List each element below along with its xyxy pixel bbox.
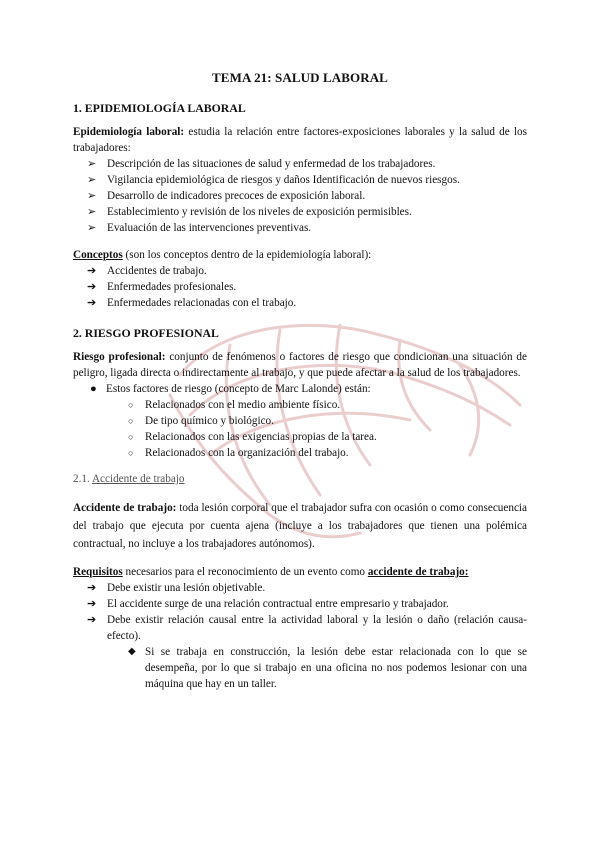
list-item: ➢ Desarrollo de indicadores precoces de exposición laboral. <box>87 190 366 202</box>
accidente-definition <box>73 499 527 553</box>
arrowhead-bullet-icon: ➢ <box>87 190 97 202</box>
list-item: ➢ Establecimiento y revisión de los niveles de exposición permisibles. <box>87 206 412 218</box>
section-2-1-title: Accidente de trabajo <box>91 473 185 485</box>
arrow-bullet-icon: ➔ <box>87 281 97 293</box>
document-content <box>73 70 527 692</box>
circle-bullet-icon: ○ <box>128 416 134 426</box>
arrow-bullet-icon: ➔ <box>87 582 97 594</box>
requisitos-paragraph <box>73 564 527 580</box>
list-item: ➢ Descripción de las situaciones de salud y enfermedad de los trabajadores. <box>87 158 436 170</box>
epidemiologia-term: Epidemiología laboral: <box>73 126 185 138</box>
riesgo-text: conjunto de fenómenos o factores de riesgo que condicionan una situación de peligro, ligada directa o indirectamente al trabajo, y que puede afectar a la salud de los trabajadores. <box>73 351 527 379</box>
example-list <box>73 644 527 692</box>
riesgo-definition <box>73 349 527 381</box>
arrowhead-bullet-icon: ➢ <box>87 158 97 170</box>
arrowhead-bullet-icon: ➢ <box>87 174 97 186</box>
list-item: ➔ Debe existir relación causal entre la actividad laboral y la lesión o daño (relación causa-efecto). <box>87 614 527 642</box>
diamond-bullet-icon: ◆ <box>128 646 136 657</box>
epidemiologia-text: estudia la relación entre factores-exposiciones laborales y la salud de los trabajadores: <box>73 126 527 154</box>
circle-bullet-icon: ○ <box>128 448 134 458</box>
requisitos-list <box>73 580 527 644</box>
list-item: ● Estos factores de riesgo (concepto de Marc Lalonde) están: <box>90 383 371 395</box>
requisitos-text: necesarios para el reconocimiento de un evento como <box>122 566 368 578</box>
conceptos-text: (son los conceptos dentro de la epidemiología laboral): <box>122 249 372 261</box>
arrow-bullet-icon: ➔ <box>87 297 97 309</box>
section-2-heading: 2. RIESGO PROFESIONAL <box>73 326 219 340</box>
dot-bullet-icon: ● <box>90 383 97 395</box>
arrow-bullet-icon: ➔ <box>87 614 97 626</box>
conceptos-term: Conceptos <box>73 249 123 261</box>
conceptos-list <box>73 263 527 311</box>
accidente-term: Accidente de trabajo: <box>73 502 177 514</box>
list-item: ○ Relacionados con las exigencias propias de la tarea. <box>128 431 377 443</box>
list-item: ○ Relacionados con el medio ambiente físico. <box>128 399 341 411</box>
circle-bullet-icon: ○ <box>128 432 134 442</box>
epidemiologia-definition <box>73 124 527 156</box>
list-item: ○ Relacionados con la organización del trabajo. <box>128 447 349 459</box>
list-item: ➔ Enfermedades profesionales. <box>87 281 237 293</box>
epidemiologia-list <box>73 156 527 236</box>
factores-list <box>73 397 527 461</box>
list-item: ➔ Enfermedades relacionadas con el trabajo. <box>87 297 297 309</box>
list-item: ➢ Evaluación de las intervenciones preventivas. <box>87 222 312 234</box>
arrowhead-bullet-icon: ➢ <box>87 222 97 234</box>
list-item: ➔ El accidente surge de una relación contractual entre empresario y trabajador. <box>87 598 449 610</box>
requisitos-term-2: accidente de trabajo: <box>367 566 469 578</box>
accidente-text: toda lesión corporal que el trabajador sufra con ocasión o como consecuencia del trabajo que ejecuta por cuenta ajena (incluye a los trabajadores que tienen una polémica contractual, no incluye a los trabajadores autónomos). <box>73 502 527 550</box>
riesgo-term: Riesgo profesional: <box>73 351 166 363</box>
arrow-bullet-icon: ➔ <box>87 598 97 610</box>
list-item: ◆ Si se trabaja en construcción, la lesión debe estar relacionada con lo que se desempeña, por lo que si trabajo en una oficina no nos podemos lesionar con una máquina que hay en un taller. <box>128 646 527 690</box>
list-item: ➢ Vigilancia epidemiológica de riesgos y daños Identificación de nuevos riesgos. <box>87 174 460 186</box>
circle-bullet-icon: ○ <box>128 400 134 410</box>
section-2-1-number: 2.1. <box>73 473 92 485</box>
page-title: TEMA 21: SALUD LABORAL <box>212 70 388 85</box>
requisitos-term: Requisitos <box>73 566 123 578</box>
list-item: ○ De tipo químico y biológico. <box>128 415 274 427</box>
arrow-bullet-icon: ➔ <box>87 265 97 277</box>
arrowhead-bullet-icon: ➢ <box>87 206 97 218</box>
riesgo-bullet-list <box>73 381 527 397</box>
section-1-heading: 1. EPIDEMIOLOGÍA LABORAL <box>73 101 246 115</box>
list-item: ➔ Accidentes de trabajo. <box>87 265 207 277</box>
section-2-1-heading <box>73 471 527 487</box>
conceptos-paragraph <box>73 247 527 263</box>
list-item: ➔ Debe existir una lesión objetivable. <box>87 582 266 594</box>
